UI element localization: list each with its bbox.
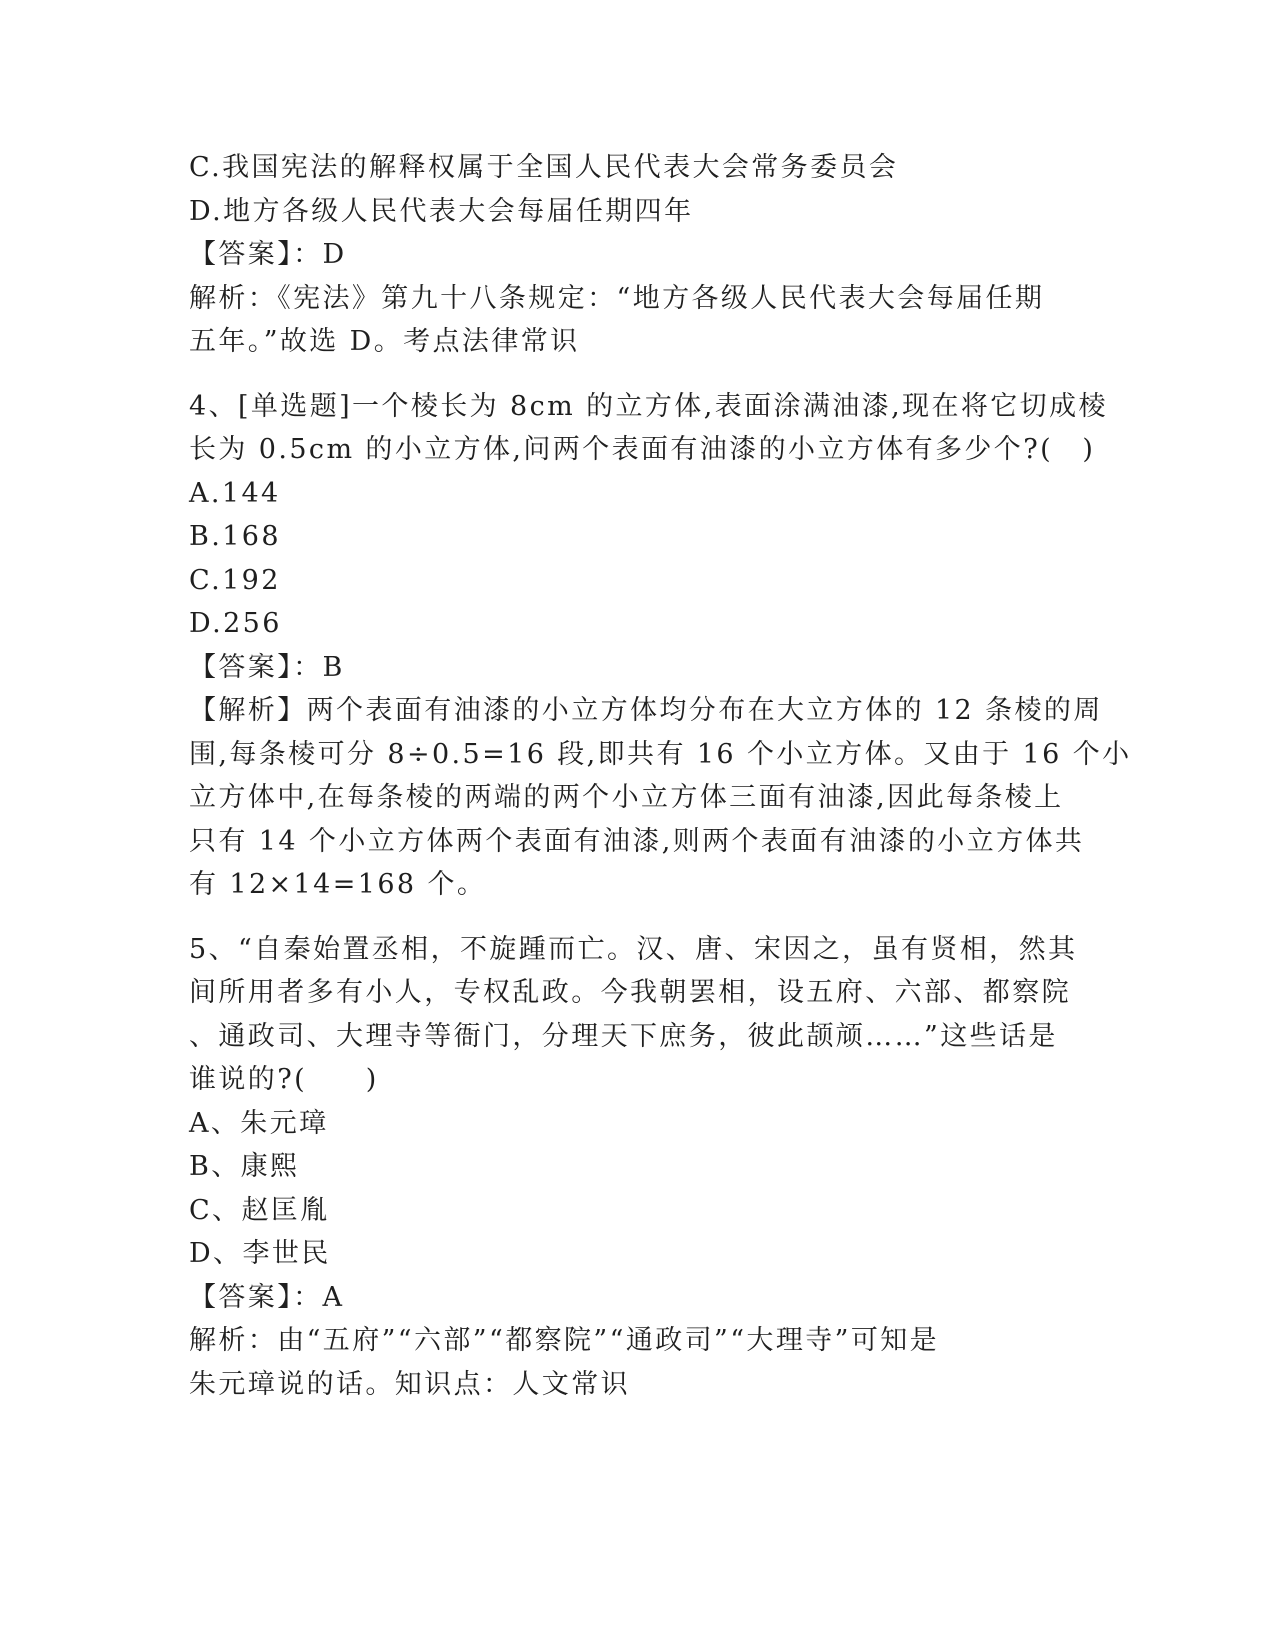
q4-answer: 【答案】：B bbox=[189, 651, 345, 683]
q5-answer: 【答案】：A bbox=[189, 1281, 345, 1313]
question-4-section bbox=[189, 385, 1132, 907]
q4-analysis-line: 只有 14 个小立方体两个表面有油漆,则两个表面有油漆的小立方体共 bbox=[189, 825, 1085, 857]
q5-option-b: B、康熙 bbox=[189, 1151, 300, 1182]
q5-stem-line: 、通政司、大理寺等衙门，分理天下庶务，彼此颉颃……”这些话是 bbox=[189, 1020, 1058, 1052]
q4-analysis-line: 立方体中,在每条棱的两端的两个小立方体三面有油漆,因此每条棱上 bbox=[189, 782, 1064, 813]
q3-analysis-line: 五年。”故选 D。考点法律常识 bbox=[189, 326, 580, 357]
q5-analysis-line: 解析：由“五府”“六部”“都察院”“通政司”“大理寺”可知是 bbox=[189, 1325, 940, 1356]
q4-option-b: B.168 bbox=[189, 521, 281, 552]
q5-option-c: C、赵匡胤 bbox=[189, 1194, 330, 1226]
q5-stem-line: 谁说的?( ) bbox=[189, 1064, 379, 1095]
q3-answer: 【答案】：D bbox=[189, 239, 347, 270]
q5-stem-line: 5、“自秦始置丞相，不旋踵而亡。汉、唐、宋因之，虽有贤相，然其 bbox=[189, 933, 1078, 965]
q3-option-c: C.我国宪法的解释权属于全国人民代表大会常务委员会 bbox=[189, 152, 899, 183]
q3-option-d: D.地方各级人民代表大会每届任期四年 bbox=[189, 195, 694, 227]
q5-option-d: D、李世民 bbox=[189, 1238, 331, 1269]
q4-analysis-line: 有 12×14=168 个。 bbox=[189, 869, 487, 900]
section-spacer bbox=[189, 907, 1089, 928]
q3-analysis-line: 解析：《宪法》第九十八条规定：“地方各级人民代表大会每届任期 bbox=[189, 282, 1045, 314]
q4-stem-line: 4、[单选题]一个棱长为 8cm 的立方体,表面涂满油漆,现在将它切成棱 bbox=[189, 390, 1108, 422]
q4-option-d: D.256 bbox=[189, 608, 282, 639]
document-content bbox=[189, 146, 1132, 1406]
q4-stem-line: 长为 0.5cm 的小立方体,问两个表面有油漆的小立方体有多少个?( ) bbox=[189, 434, 1096, 465]
q5-option-a: A、朱元璋 bbox=[189, 1107, 329, 1139]
question-5-section bbox=[189, 928, 1089, 1407]
q4-analysis-line: 围,每条棱可分 8÷0.5=16 段,即共有 16 个小立方体。又由于 16 个小 bbox=[189, 738, 1132, 770]
question-3-section bbox=[189, 146, 1089, 364]
q4-option-c: C.192 bbox=[189, 564, 281, 596]
section-spacer bbox=[189, 364, 1089, 385]
q4-analysis-line: 【解析】两个表面有油漆的小立方体均分布在大立方体的 12 条棱的周 bbox=[189, 695, 1103, 726]
q5-analysis-line: 朱元璋说的话。知识点：人文常识 bbox=[189, 1368, 630, 1400]
q4-option-a: A.144 bbox=[189, 477, 281, 509]
q5-stem-line: 间所用者多有小人，专权乱政。今我朝罢相，设五府、六部、都察院 bbox=[189, 977, 1071, 1008]
